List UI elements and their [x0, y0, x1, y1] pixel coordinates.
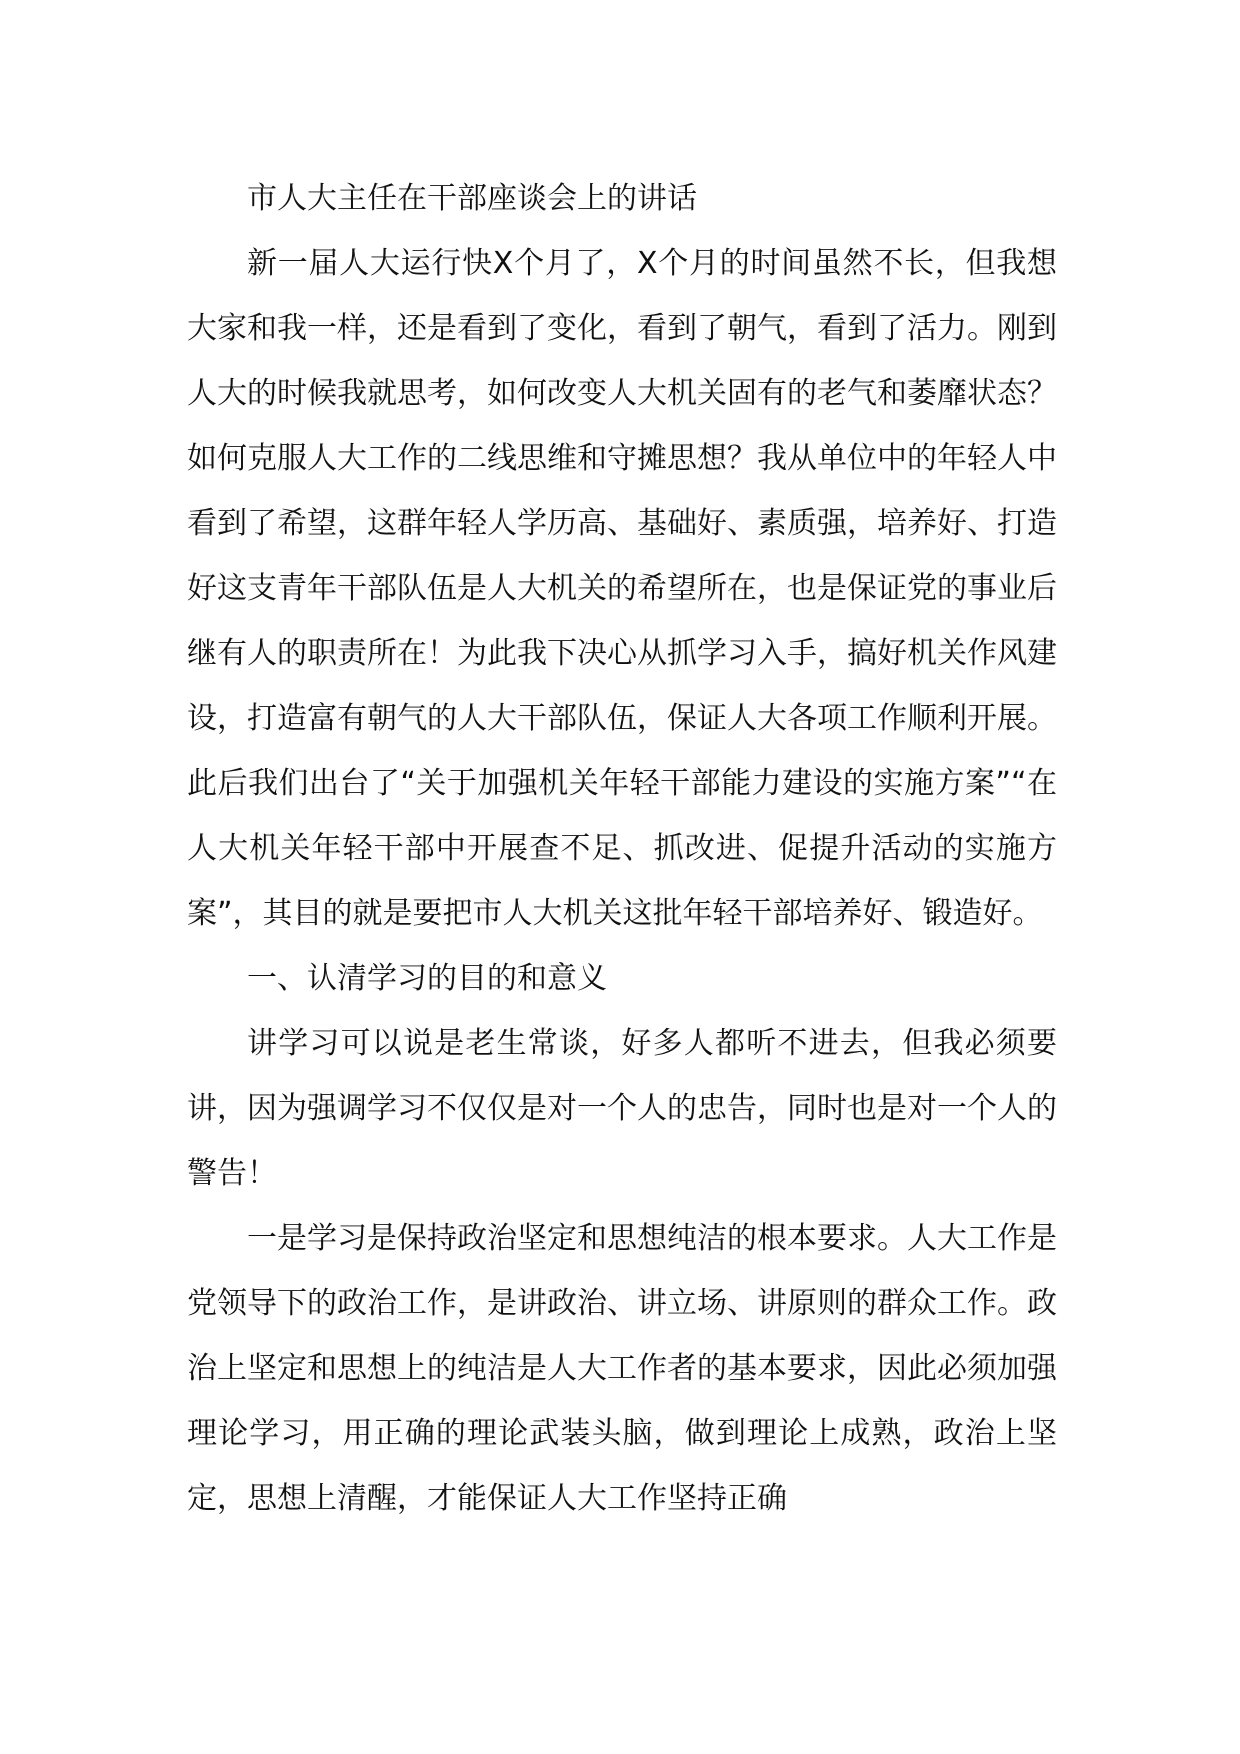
- section-heading: 一、认清学习的目的和意义: [247, 961, 607, 996]
- document-body: [187, 166, 1057, 1531]
- paragraph: 讲学习可以说是老生常谈，好多人都听不进去，但我必须要讲，因为强调学习不仅仅是对一个人的忠告，同时也是对一个人的警告！: [187, 1026, 1057, 1191]
- document-title: 市人大主任在干部座谈会上的讲话: [247, 181, 697, 216]
- paragraph: 一是学习是保持政治坚定和思想纯洁的根本要求。人大工作是党领导下的政治工作，是讲政治、讲立场、讲原则的群众工作。政治上坚定和思想上的纯洁是人大工作者的基本要求，因此必须加强理论学习，用正确的理论武装头脑，做到理论上成熟，政治上坚定，思想上清醒，才能保证人大工作坚持正确: [187, 1221, 1057, 1516]
- paragraph-intro: 新一届人大运行快X个月了，X个月的时间虽然不长，但我想大家和我一样，还是看到了变化，看到了朝气，看到了活力。刚到人大的时候我就思考，如何改变人大机关固有的老气和萎靡状态？如何克服人大工作的二线思维和守摊思想？我从单位中的年轻人中看到了希望，这群年轻人学历高、基础好、素质强，培养好、打造好这支青年干部队伍是人大机关的希望所在，也是保证党的事业后继有人的职责所在！为此我下决心从抓学习入手，搞好机关作风建设，打造富有朝气的人大干部队伍，保证人大各项工作顺利开展。此后我们出台了“关于加强机关年轻干部能力建设的实施方案”“在人大机关年轻干部中开展查不足、抓改进、促提升活动的实施方案”，其目的就是要把市人大机关这批年轻干部培养好、锻造好。: [187, 246, 1057, 931]
